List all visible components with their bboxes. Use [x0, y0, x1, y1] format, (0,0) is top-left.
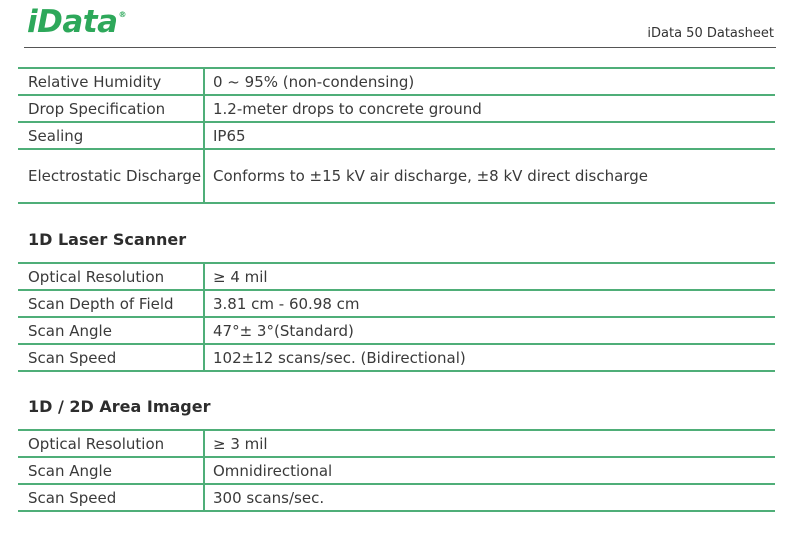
table-row: [18, 484, 775, 511]
spec-label: Scan Angle: [18, 457, 204, 484]
spec-value: IP65: [204, 122, 775, 149]
spec-label: Scan Angle: [18, 317, 204, 344]
table-row: [18, 122, 775, 149]
spec-value: 1.2-meter drops to concrete ground: [204, 95, 775, 122]
spec-value: ≥ 4 mil: [204, 263, 775, 290]
laser-scanner-spec-table: [18, 262, 775, 372]
spec-value: Conforms to ±15 kV air discharge, ±8 kV direct discharge: [204, 149, 775, 203]
spec-value: 47°± 3°(Standard): [204, 317, 775, 344]
table-row: [18, 457, 775, 484]
spec-label: Optical Resolution: [18, 430, 204, 457]
area-imager-spec-table: [18, 429, 775, 512]
spec-label: Sealing: [18, 122, 204, 149]
page-header: [0, 0, 800, 50]
spec-label: Relative Humidity: [18, 68, 204, 95]
spec-label: Drop Specification: [18, 95, 204, 122]
table-row: [18, 290, 775, 317]
document-title: iData 50 Datasheet: [647, 26, 774, 41]
spec-value: 300 scans/sec.: [204, 484, 775, 511]
spec-label: Scan Depth of Field: [18, 290, 204, 317]
laser-scanner-heading: 1D Laser Scanner: [28, 230, 187, 249]
spec-label: Scan Speed: [18, 344, 204, 371]
area-imager-heading: 1D / 2D Area Imager: [28, 397, 211, 416]
table-row: [18, 68, 775, 95]
table-row: [18, 317, 775, 344]
spec-label-text: Electrostatic Discharge: [28, 167, 202, 185]
table-row: [18, 344, 775, 371]
spec-value: 3.81 cm - 60.98 cm: [204, 290, 775, 317]
header-divider: [24, 47, 776, 48]
registered-mark: ®: [118, 10, 127, 19]
spec-value: ≥ 3 mil: [204, 430, 775, 457]
spec-value: 0 ~ 95% (non-condensing): [204, 68, 775, 95]
spec-value: Omnidirectional: [204, 457, 775, 484]
spec-value: 102±12 scans/sec. (Bidirectional): [204, 344, 775, 371]
idata-logo: [27, 4, 125, 40]
spec-label: [18, 149, 204, 203]
table-row: [18, 149, 775, 203]
table-row: [18, 430, 775, 457]
brand-name: iData: [27, 4, 118, 40]
table-row: [18, 263, 775, 290]
table-row: [18, 95, 775, 122]
spec-label: Optical Resolution: [18, 263, 204, 290]
spec-label: Scan Speed: [18, 484, 204, 511]
environment-spec-table: [18, 67, 775, 204]
